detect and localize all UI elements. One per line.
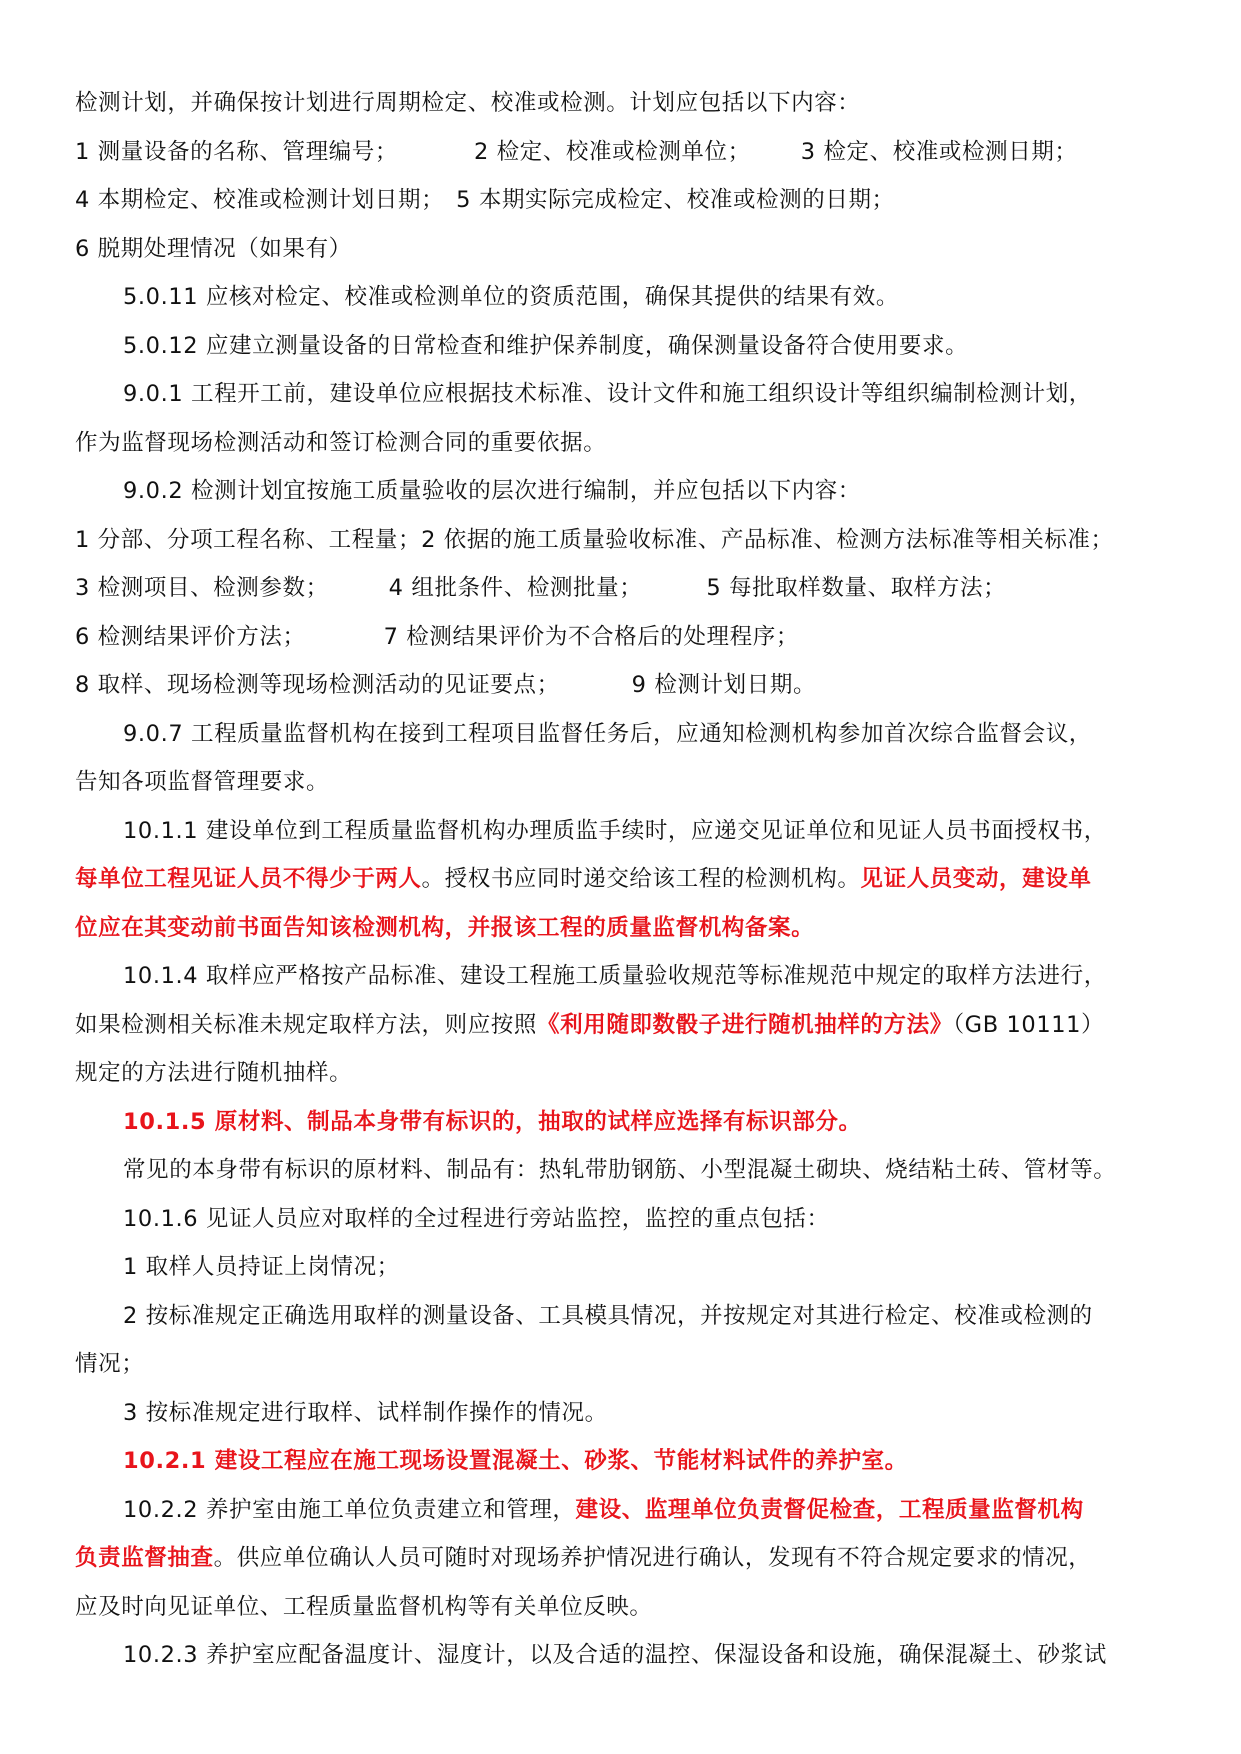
list-item: 6 脱期处理情况（如果有） xyxy=(75,235,352,262)
note-text: 常见的本身带有标识的原材料、制品有：热轧带肋钢筋、小型混凝土砌块、烧结粘土砖、管材等。 xyxy=(123,1157,1117,1183)
list-item: 2 检定、校准或检测单位； xyxy=(473,138,751,165)
highlight-text: 负责监督抽查 xyxy=(75,1545,214,1571)
clause-10-1-5: 10.1.5 原材料、制品本身带有标识的，抽取的试样应选择有标识部分。 xyxy=(123,1108,862,1135)
standard-title: 《利用随即数骰子进行随机抽样的方法》 xyxy=(537,1011,953,1038)
body-text: 。授权书应同时递交给该工程的检测机构。 xyxy=(421,866,861,892)
standard-code: （GB 10111） xyxy=(952,1011,1105,1038)
list-row xyxy=(75,661,1185,710)
highlight-text: 建设、监理单位负责督促检查，工程质量监督机构 xyxy=(575,1496,1084,1523)
list-item: 5 每批取样数量、取样方法； xyxy=(706,575,1007,601)
list-item: 1 取样人员持证上岗情况； xyxy=(123,1254,400,1280)
list-item: 3 检测项目、检测参数； xyxy=(75,575,329,601)
clause-5-0-12: 5.0.12 应建立测量设备的日常检查和维护保养制度，确保测量设备符合使用要求。 xyxy=(123,332,969,359)
list-item: 4 组批条件、检测批量； xyxy=(388,575,643,601)
highlight-text: 位应在其变动前书面告知该检测机构，并报该工程的质量监督机构备案。 xyxy=(75,914,815,941)
clause-9-0-7: 9.0.7 工程质量监督机构在接到工程项目监督任务后，应通知检测机构参加首次综合监督会议， xyxy=(123,720,1092,747)
clause-10-2-3: 10.2.3 养护室应配备温度计、湿度计，以及合适的温控、保湿设备和设施，确保混凝土、砂浆试 xyxy=(123,1642,1107,1668)
list-item: 3 按标准规定进行取样、试样制作操作的情况。 xyxy=(123,1399,608,1426)
clause-9-0-7-cont: 告知各项监督管理要求。 xyxy=(75,769,330,795)
list-item: 4 本期检定、校准或检测计划日期； xyxy=(75,187,445,213)
clause-9-0-2: 9.0.2 检测计划宜按施工质量验收的层次进行编制，并应包括以下内容： xyxy=(123,478,861,504)
list-item: 9 检测计划日期。 xyxy=(631,672,817,698)
list-item: 5 本期实际完成检定、校准或检测的日期； xyxy=(456,187,895,213)
list-item: 3 检定、校准或检测日期； xyxy=(800,138,1078,165)
list-item: 2 按标准规定正确选用取样的测量设备、工具模具情况，并按规定对其进行检定、校准或检测的 xyxy=(123,1302,1093,1329)
body-text: 。供应单位确认人员可随时对现场养护情况进行确认，发现有不符合规定要求的情况， xyxy=(213,1545,1092,1571)
list-row xyxy=(75,128,1185,177)
clause-9-0-1: 9.0.1 工程开工前，建设单位应根据技术标准、设计文件和施工组织设计等组织编制检测计划， xyxy=(123,381,1092,407)
clause-10-1-4: 10.1.4 取样应严格按产品标准、建设工程施工质量验收规范等标准规范中规定的取样方法进行， xyxy=(123,963,1107,989)
clause-5-0-11: 5.0.11 应核对检定、校准或检测单位的资质范围，确保其提供的结果有效。 xyxy=(123,284,899,310)
clause-10-1-6: 10.1.6 见证人员应对取样的全过程进行旁站监控，监控的重点包括： xyxy=(123,1205,830,1232)
highlight-text: 每单位工程见证人员不得少于两人 xyxy=(75,866,422,892)
clause-10-2-1: 10.2.1 建设工程应在施工现场设置混凝土、砂浆、节能材料试件的养护室。 xyxy=(123,1448,908,1474)
list-row: 1 分部、分项工程名称、工程量；2 依据的施工质量验收标准、产品标准、检测方法标准等相关标准； xyxy=(75,526,1114,553)
body-text: 10.2.2 养护室由施工单位负责建立和管理， xyxy=(123,1496,576,1523)
document-page xyxy=(75,79,1185,1680)
list-item: 1 测量设备的名称、管理编号； xyxy=(75,138,398,165)
list-item: 6 检测结果评价方法； xyxy=(75,623,306,650)
list-row xyxy=(75,564,1185,613)
clause-10-2-2-end: 应及时向见证单位、工程质量监督机构等有关单位反映。 xyxy=(75,1593,653,1620)
clause-10-1-4-end: 规定的方法进行随机抽样。 xyxy=(75,1060,353,1086)
clause-9-0-1-cont: 作为监督现场检测活动和签订检测合同的重要依据。 xyxy=(75,429,607,456)
list-item-cont: 情况； xyxy=(75,1351,145,1377)
list-item: 7 检测结果评价为不合格后的处理程序； xyxy=(383,623,799,650)
clause-10-1-4-cont xyxy=(75,1001,1185,1050)
list-item: 8 取样、现场检测等现场检测活动的见证要点； xyxy=(75,672,560,698)
list-row xyxy=(75,176,1185,225)
text-line: 检测计划，并确保按计划进行周期检定、校准或检测。计划应包括以下内容： xyxy=(75,90,861,116)
clause-10-2-2-cont xyxy=(75,1534,1185,1583)
body-text: 如果检测相关标准未规定取样方法，则应按照 xyxy=(75,1011,538,1038)
list-row xyxy=(75,613,1185,662)
clause-10-1-1: 10.1.1 建设单位到工程质量监督机构办理质监手续时，应递交见证单位和见证人员书面授权书， xyxy=(123,817,1107,844)
clause-10-1-1-cont xyxy=(75,855,1185,904)
clause-10-2-2 xyxy=(75,1486,1185,1535)
highlight-text: 见证人员变动，建设单 xyxy=(860,866,1092,892)
